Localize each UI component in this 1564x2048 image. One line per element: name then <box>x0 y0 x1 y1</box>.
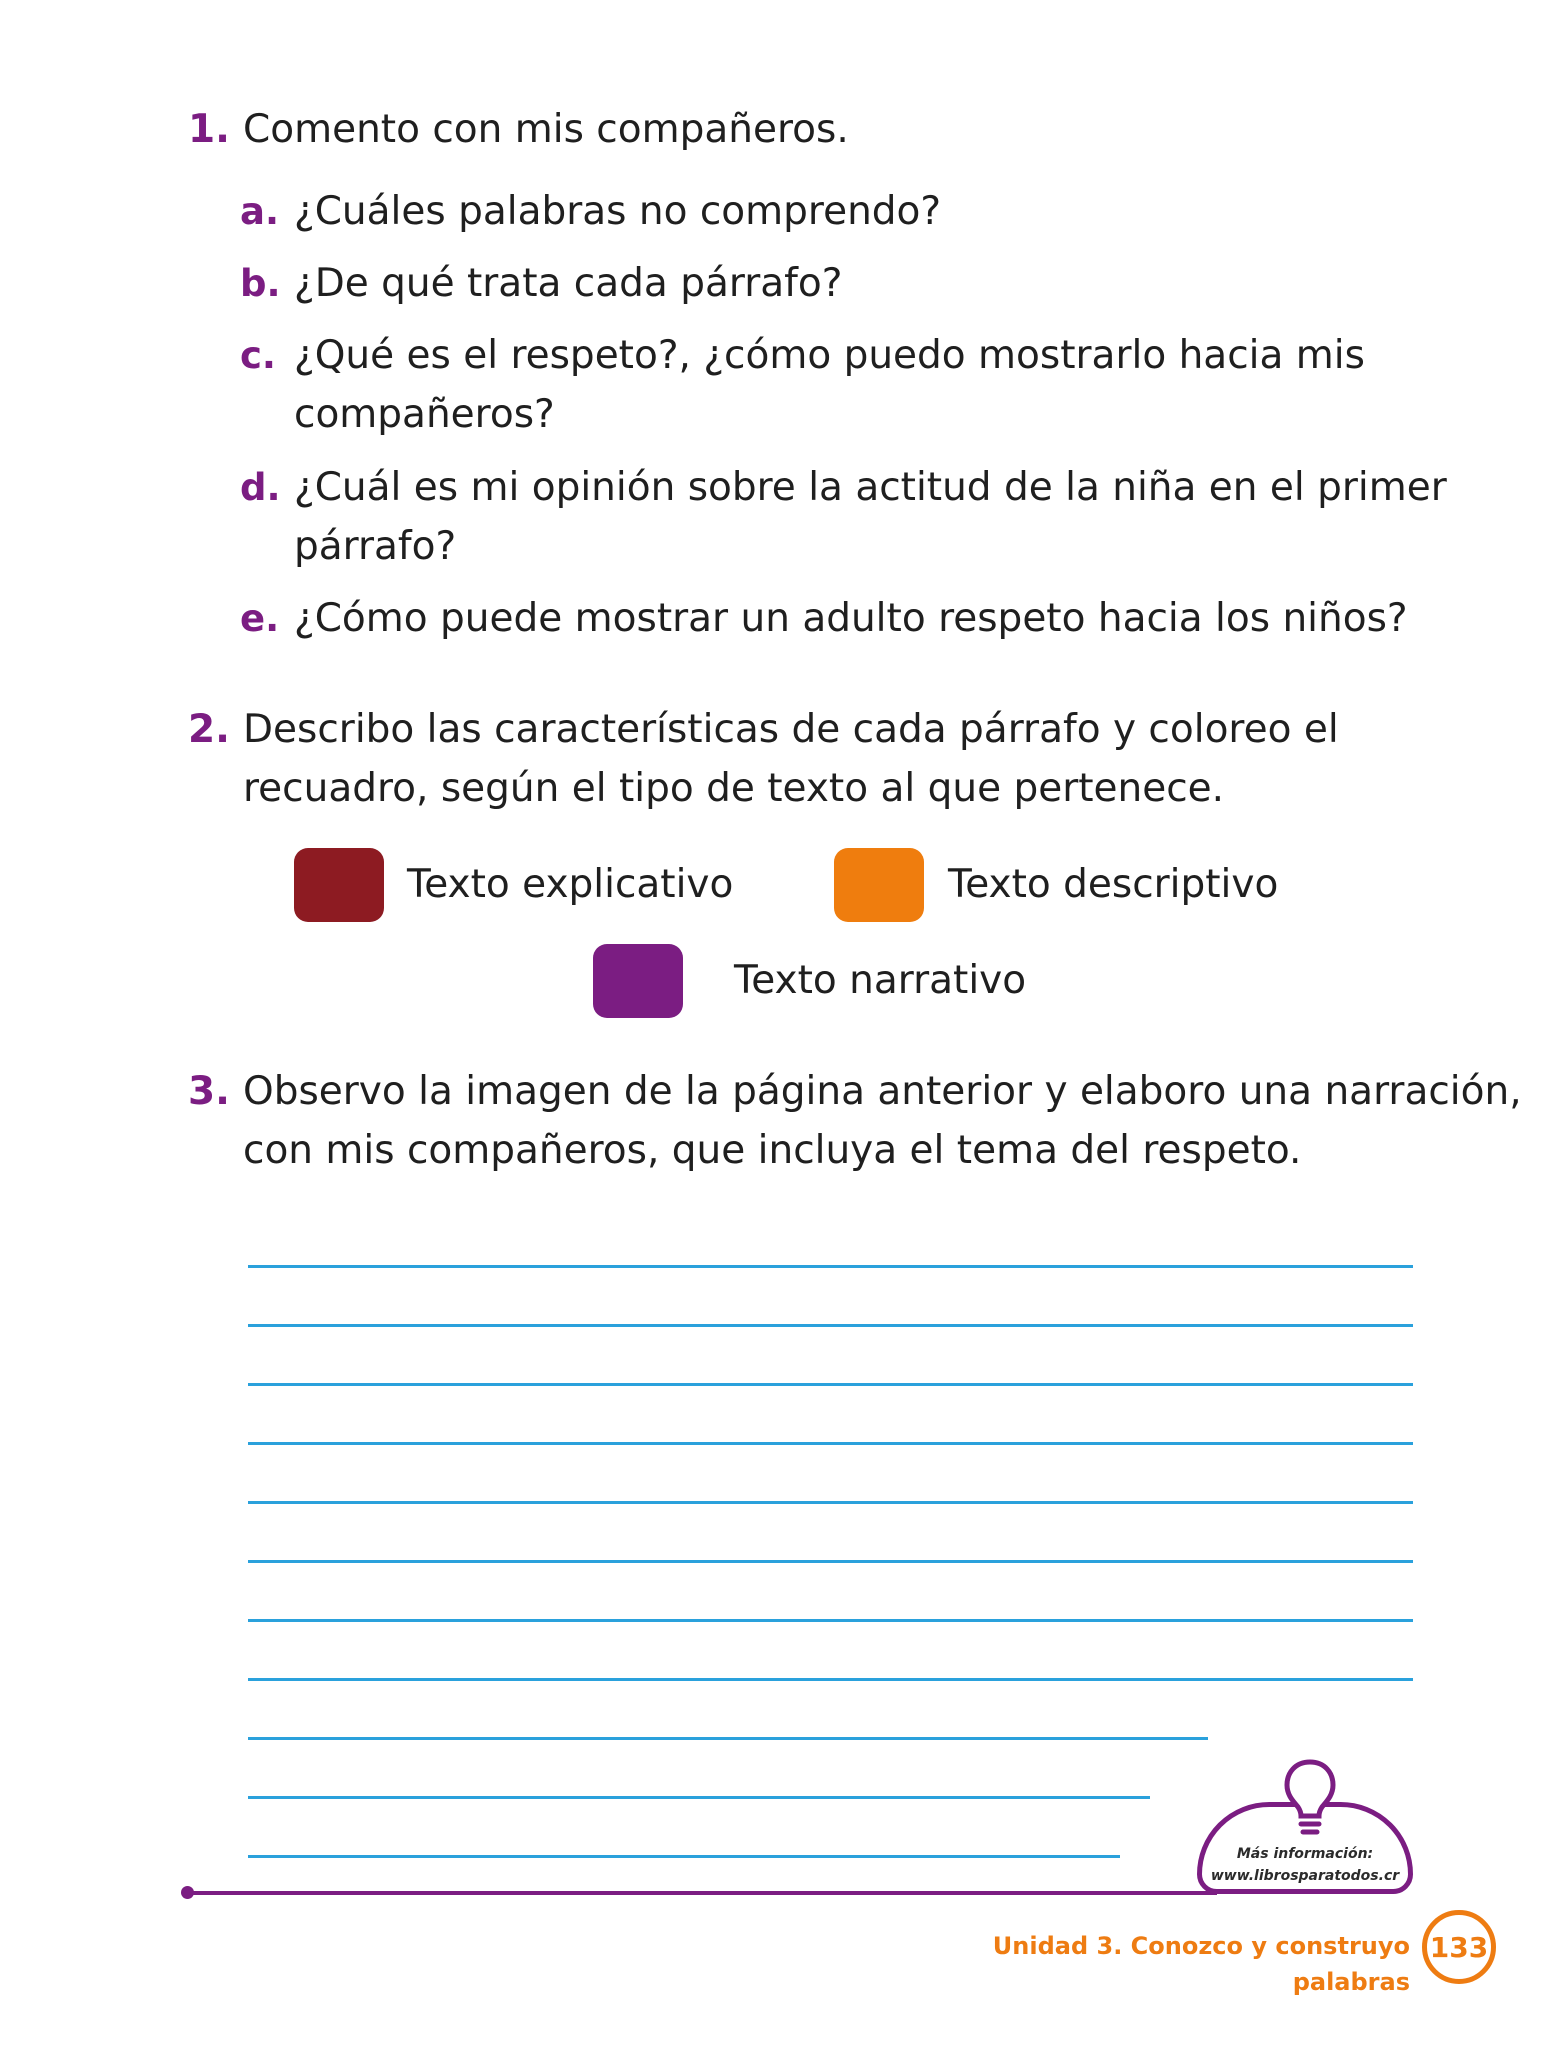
question-1-text: Comento con mis compañeros. <box>243 107 849 152</box>
legend-label-narrativo: Texto narrativo <box>734 958 1027 1003</box>
lightbulb-icon <box>1282 1758 1338 1842</box>
legend-label-explicativo: Texto explicativo <box>407 862 734 907</box>
writing-line-7[interactable] <box>248 1619 1413 1622</box>
footer-unit-title: Unidad 3. Conozco y construyo palabras <box>992 1932 1410 1996</box>
bottom-divider-line <box>187 1891 1217 1895</box>
subquestion-d-text-line2: párrafo? <box>294 524 457 569</box>
subquestion-a-letter: a. <box>240 190 280 233</box>
badge-website-link[interactable]: www.librosparatodos.cr <box>1210 1868 1400 1884</box>
swatch-descriptivo[interactable] <box>834 848 924 922</box>
page-number-badge <box>1422 1910 1496 1984</box>
writing-line-4[interactable] <box>248 1442 1413 1445</box>
writing-line-1[interactable] <box>248 1265 1413 1268</box>
swatch-explicativo[interactable] <box>294 848 384 922</box>
writing-line-3[interactable] <box>248 1383 1413 1386</box>
subquestion-a-text: ¿Cuáles palabras no comprendo? <box>294 189 942 234</box>
question-3-text-line2: con mis compañeros, que incluya el tema del respeto. <box>243 1128 1302 1173</box>
subquestion-b-letter: b. <box>240 262 281 305</box>
question-1-number: 1. <box>188 107 230 152</box>
question-2-text-line2: recuadro, según el tipo de texto al que pertenece. <box>243 766 1225 811</box>
writing-line-8[interactable] <box>248 1678 1413 1681</box>
subquestion-c-letter: c. <box>240 334 276 377</box>
question-3-text-line1: Observo la imagen de la página anterior y elaboro una narración, <box>243 1069 1522 1114</box>
subquestion-b-text: ¿De qué trata cada párrafo? <box>294 261 843 306</box>
writing-line-9[interactable] <box>248 1737 1208 1740</box>
question-3-number: 3. <box>188 1069 230 1114</box>
subquestion-c-text-line1: ¿Qué es el respeto?, ¿cómo puedo mostrarlo hacia mis <box>294 333 1365 378</box>
writing-line-10[interactable] <box>248 1796 1150 1799</box>
writing-line-11[interactable] <box>248 1855 1120 1858</box>
legend-label-descriptivo: Texto descriptivo <box>948 862 1279 907</box>
question-2-text-line1: Describo las características de cada párrafo y coloreo el <box>243 707 1339 752</box>
subquestion-d-letter: d. <box>240 466 281 509</box>
subquestion-e-letter: e. <box>240 597 280 640</box>
subquestion-d-text-line1: ¿Cuál es mi opinión sobre la actitud de la niña en el primer <box>294 465 1447 510</box>
writing-line-5[interactable] <box>248 1501 1413 1504</box>
writing-line-6[interactable] <box>248 1560 1413 1563</box>
writing-line-2[interactable] <box>248 1324 1413 1327</box>
swatch-narrativo[interactable] <box>593 944 683 1018</box>
page-number: 133 <box>1429 1930 1489 1964</box>
subquestion-e-text: ¿Cómo puede mostrar un adulto respeto hacia los niños? <box>294 596 1408 641</box>
badge-info-label: Más información: <box>1236 1846 1374 1862</box>
question-2-number: 2. <box>188 707 230 752</box>
subquestion-c-text-line2: compañeros? <box>294 392 555 437</box>
